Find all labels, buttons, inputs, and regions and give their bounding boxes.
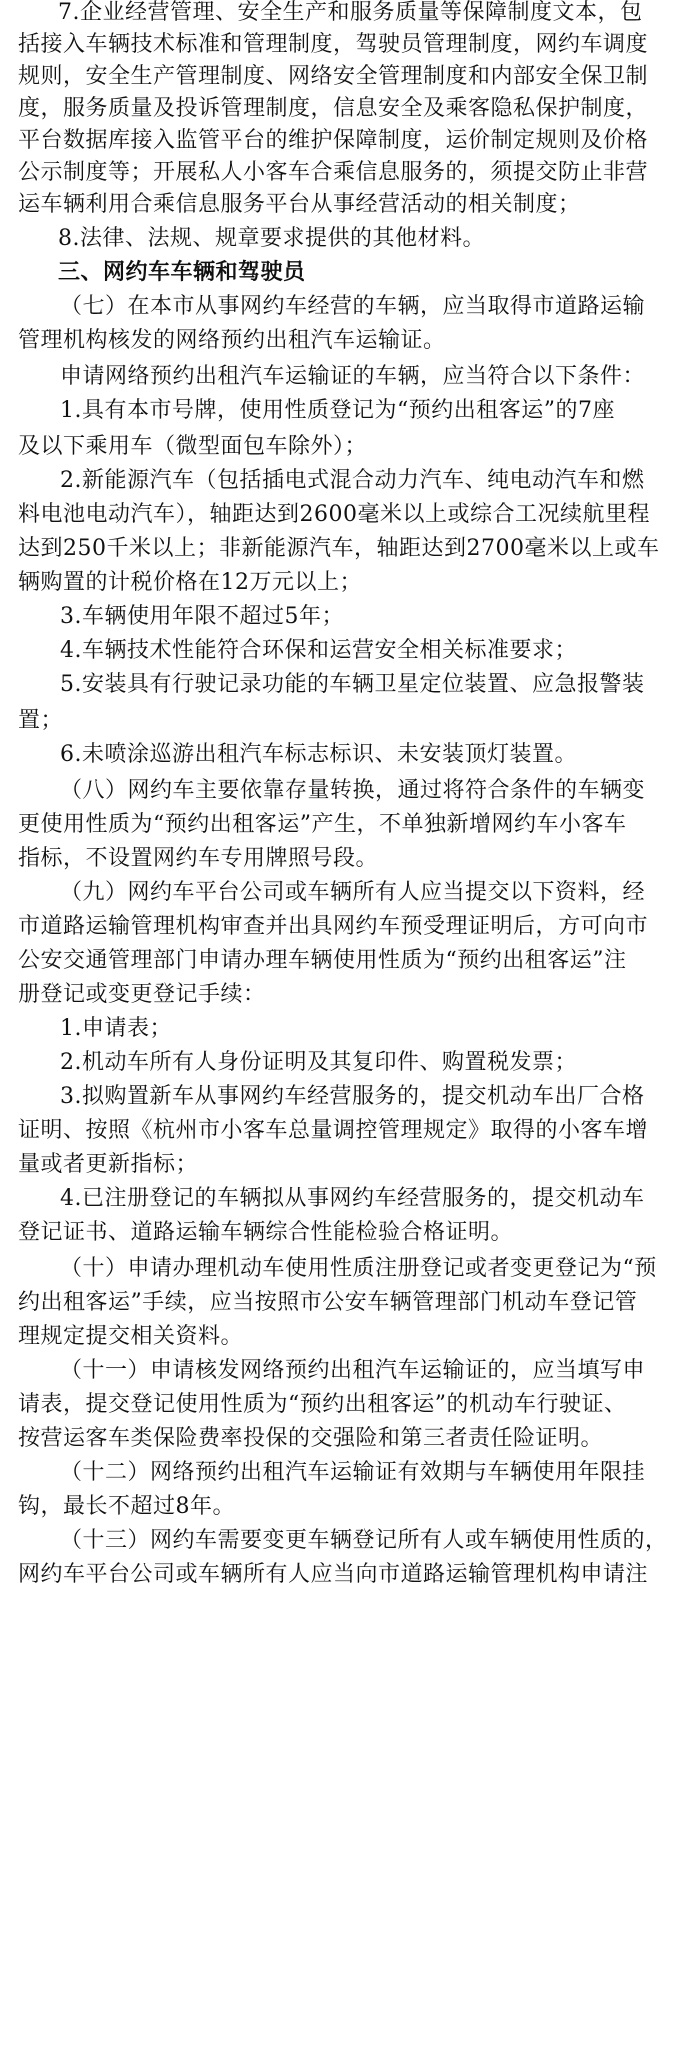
text-line: 3.拟购置新车从事网约车经营服务的，提交机动车出厂合格 (60, 1084, 645, 1109)
text-line: 申请网络预约出租汽车运输证的车辆，应当符合以下条件： (60, 364, 646, 389)
text-line: 登记证书、道路运输车辆综合性能检验合格证明。 (18, 1220, 514, 1245)
text-line: 约出租客运”手续，应当按照市公安车辆管理部门机动车登记管 (18, 1290, 638, 1315)
text-line: 达到250千米以上；非新能源汽车，轴距达到2700毫米以上或车 (18, 536, 660, 561)
text-line: 括接入车辆技术标准和管理制度，驾驶员管理制度，网约车调度 (18, 32, 649, 57)
text-line: 网约车平台公司或车辆所有人应当向市道路运输管理机构申请注 (18, 1562, 649, 1587)
text-line: 8.法律、法规、规章要求提供的其他材料。 (58, 226, 485, 251)
text-line: 规则，安全生产管理制度、网络安全管理制度和内部安全保卫制 (18, 64, 649, 89)
text-line: 管理机构核发的网络预约出租汽车运输证。 (18, 328, 446, 353)
text-line: （七）在本市从事网约车经营的车辆，应当取得市道路运输 (60, 294, 646, 319)
text-line: 按营运客车类保险费率投保的交强险和第三者责任险证明。 (18, 1426, 604, 1451)
text-line: 6.未喷涂巡游出租汽车标志标识、未安装顶灯装置。 (60, 742, 577, 767)
text-line: （八）网约车主要依靠存量转换，通过将符合条件的车辆变 (60, 778, 646, 803)
text-line: 运车辆利用合乘信息服务平台从事经营活动的相关制度； (18, 192, 581, 217)
text-line: 3.车辆使用年限不超过5年； (60, 604, 344, 629)
text-line: 理规定提交相关资料。 (18, 1324, 244, 1349)
text-line: 公安交通管理部门申请办理车辆使用性质为“预约出租客运”注 (18, 948, 627, 973)
text-line: 证明、按照《杭州市小客车总量调控管理规定》取得的小客车增 (18, 1118, 649, 1143)
text-line: 平台数据库接入监管平台的维护保障制度，运价制定规则及价格 (18, 128, 649, 153)
text-line: （十一）申请核发网络预约出租汽车运输证的，应当填写申 (60, 1358, 646, 1383)
text-line: 料电池电动汽车），轴距达到2600毫米以上或综合工况续航里程 (18, 502, 650, 527)
text-line: 指标，不设置网约车专用牌照号段。 (18, 846, 379, 871)
text-line: 4.已注册登记的车辆拟从事网约车经营服务的，提交机动车 (60, 1186, 645, 1211)
text-line: 钩，最长不超过8年。 (18, 1494, 235, 1519)
text-line: 7.企业经营管理、安全生产和服务质量等保障制度文本，包 (58, 0, 643, 25)
text-line: 请表，提交登记使用性质为“预约出租客运”的机动车行驶证、 (18, 1392, 627, 1417)
text-line: 1.申请表； (60, 1016, 172, 1041)
text-line: （九）网约车平台公司或车辆所有人应当提交以下资料，经 (60, 880, 646, 905)
section-heading: 三、网约车车辆和驾驶员 (58, 260, 306, 285)
text-line: 4.车辆技术性能符合环保和运营安全相关标准要求； (60, 638, 577, 663)
text-line: 更使用性质为“预约出租客运”产生，不单独新增网约车小客车 (18, 812, 627, 837)
text-line: 册登记或变更登记手续： (18, 982, 266, 1007)
text-line: 2.机动车所有人身份证明及其复印件、购置税发票； (60, 1050, 577, 1075)
text-line: 度，服务质量及投诉管理制度，信息安全及乘客隐私保护制度， (18, 96, 649, 121)
text-line: （十）申请办理机动车使用性质注册登记或者变更登记为“预 (60, 1256, 657, 1281)
text-line: 2.新能源汽车（包括插电式混合动力汽车、纯电动汽车和燃 (60, 468, 645, 493)
text-line: 量或者更新指标； (18, 1152, 199, 1177)
text-line: 辆购置的计税价格在12万元以上； (18, 570, 362, 595)
text-line: 市道路运输管理机构审查并出具网约车预受理证明后，方可向市 (18, 914, 649, 939)
text-line: 公示制度等；开展私人小客车合乘信息服务的，须提交防止非营 (18, 160, 649, 185)
text-line: 5.安装具有行驶记录功能的车辆卫星定位装置、应急报警装 (60, 672, 645, 697)
text-line: （十三）网约车需要变更车辆登记所有人或车辆使用性质的， (60, 1528, 668, 1553)
text-line: （十二）网络预约出租汽车运输证有效期与车辆使用年限挂 (60, 1460, 646, 1485)
text-line: 置； (18, 708, 64, 733)
text-line: 及以下乘用车（微型面包车除外）； (18, 434, 368, 459)
text-line: 1.具有本市号牌，使用性质登记为“预约出租客运”的7座 (60, 398, 615, 423)
